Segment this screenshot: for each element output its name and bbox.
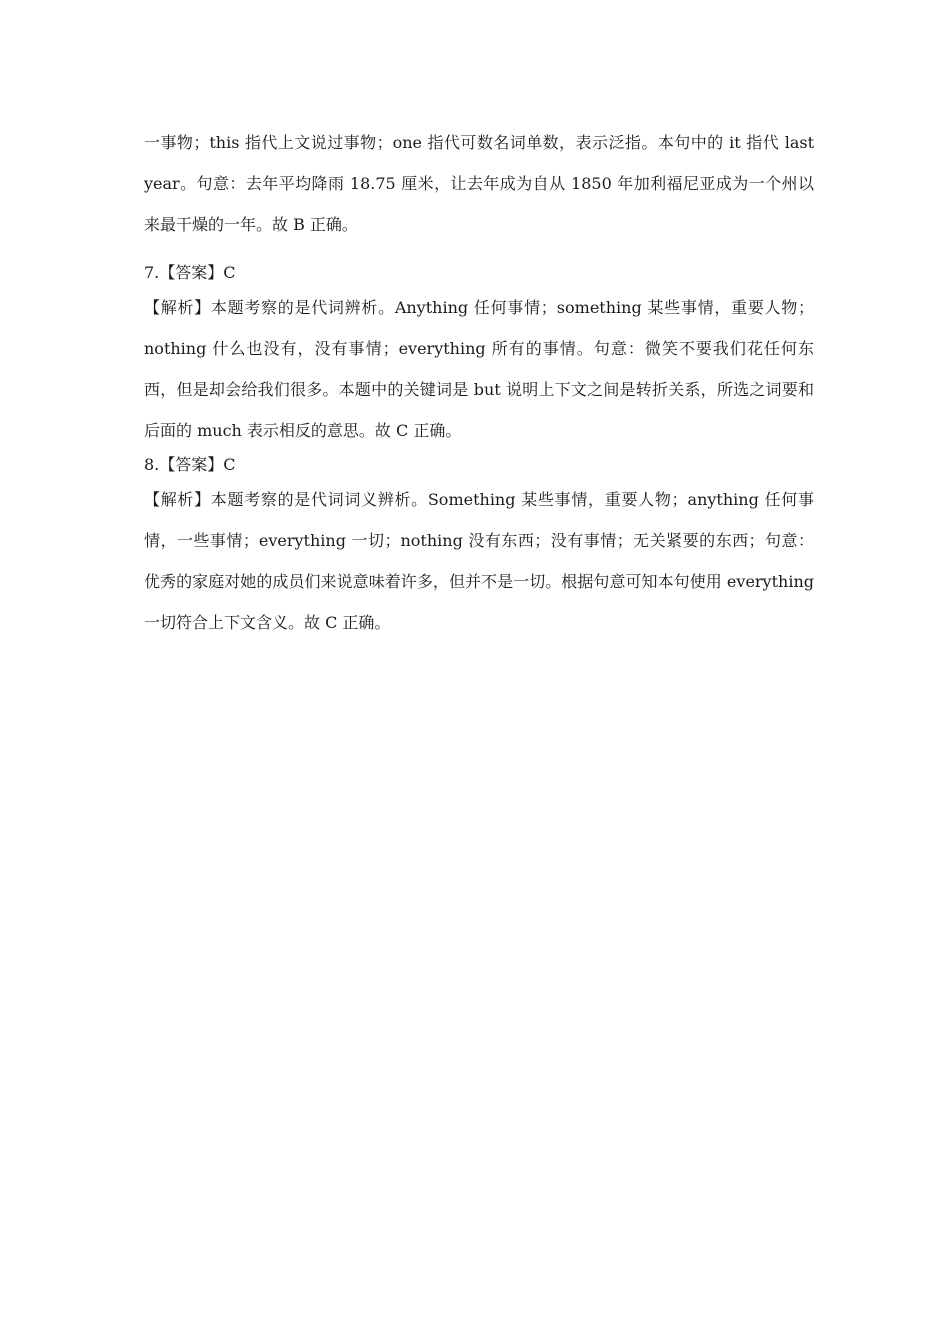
- analysis-label: 【解析】: [144, 490, 211, 509]
- analysis-paragraph-7: [144, 287, 814, 451]
- analysis-paragraph-8: [144, 479, 814, 643]
- analysis-text-8: 本题考察的是代词词义辨析。Something 某些事情，重要人物；anything 任何事情，一些事情；everything 一切；nothing 没有东西；没有事情；无关紧要的东西；句意：优秀的家庭对她的成员们来说意味着许多，但并不是一切。根据句意可知本句使用 everything 一切符合上下文含义。故 C 正确。: [144, 490, 814, 632]
- answer-block-7: [144, 259, 814, 451]
- answer-block-8: [144, 451, 814, 643]
- analysis-text-7: 本题考察的是代词辨析。Anything 任何事情；something 某些事情，重要人物；nothing 什么也没有，没有事情；everything 所有的事情。句意：微笑不要我们花任何东西，但是却会给我们很多。本题中的关键词是 but 说明上下文之间是转折关系，所选之词要和后面的 much 表示相反的意思。故 C 正确。: [144, 298, 814, 440]
- analysis-label: 【解析】: [144, 298, 211, 317]
- intro-paragraph: 一事物；this 指代上文说过事物；one 指代可数名词单数，表示泛指。本句中的 it 指代 last year。句意：去年平均降雨 18.75 厘米，让去年成为自从 1850 年加利福尼亚成为一个州以来最干燥的一年。故 B 正确。: [144, 133, 814, 234]
- document-body: [144, 122, 814, 643]
- answer-heading-7: 7.【答案】C: [144, 263, 236, 282]
- answer-heading-8: 8.【答案】C: [144, 455, 236, 474]
